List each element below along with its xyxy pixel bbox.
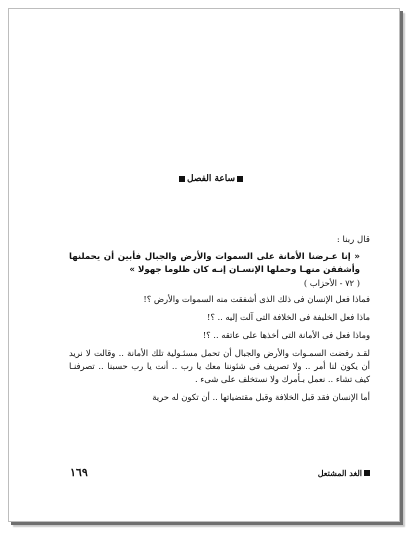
quote-citation: ( ٧٢ - الأحزاب ) — [303, 278, 360, 288]
book-title: الغد المشتعل — [317, 467, 362, 478]
paragraph: أما الإنسان فقد قبل الخلافة وقبل مقتضياتها .. أن تكون له حرية — [152, 392, 370, 402]
square-bullet-icon — [237, 176, 243, 182]
footer-book-title — [318, 468, 370, 478]
intro-line: قال ربنا : — [336, 235, 370, 245]
square-bullet-icon — [179, 176, 185, 182]
quran-quote — [69, 251, 360, 289]
page-number: ١٦٩ — [70, 466, 88, 479]
page-footer — [70, 466, 370, 479]
square-bullet-icon — [364, 470, 370, 476]
section-title: ساعة الفصل — [187, 174, 236, 184]
page-body — [69, 234, 370, 409]
paragraph: وماذا فعل فى الأمانة التى أخذها على عاتقه .. ؟! — [202, 330, 370, 340]
quote-text: « إنا عـرضنا الأمانة على السموات والأرض والجبال فأبين أن يحملنها وأشفقن منهـا وحملها الإنسـان إنـه كان ظلوما جهولا » — [69, 252, 360, 275]
paragraph: لقـد رفضت السمـوات والأرض والجبال أن تحمل مسئـولية تلك الأمانة .. وقالت لا نريد أن يكون لنا أمر .. ولا تصريف فى شئوننا معك يا رب .. أنت يا رب حسبنا .. تصرفنـا كيف تشاء .. نعمل بـأمرك ولا نستخلف على شىء . — [69, 348, 370, 384]
page-header — [179, 174, 243, 184]
paragraph: فماذا فعل الإنسان فى ذلك الذى أشفقت منه السموات والأرض ؟! — [143, 294, 370, 304]
paragraph: ماذا فعل الخليفة فى الخلافة التى آلت إليه .. ؟! — [206, 312, 370, 322]
